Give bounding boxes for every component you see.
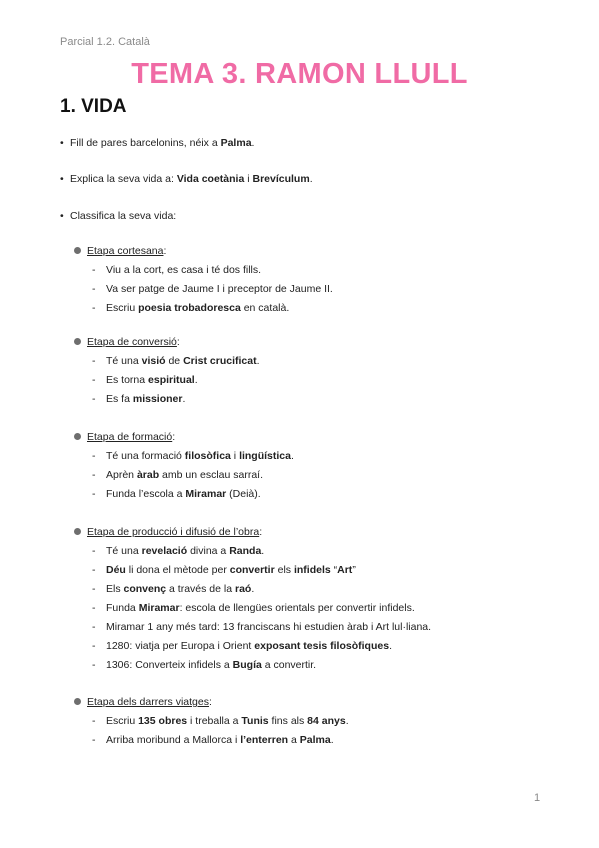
stage-heading — [74, 336, 180, 348]
text-run: i treballa a — [187, 715, 242, 727]
bold-text: revelació — [141, 545, 188, 557]
text-run: 1280: viatja per Europa i Orient — [106, 640, 255, 652]
text-run: Els — [106, 583, 124, 595]
text-run: Viu a la cort, es casa i té dos fills. — [106, 264, 262, 276]
stage-label: Etapa de conversió — [87, 336, 177, 348]
dash-bullet-icon: - — [92, 469, 96, 481]
stage-label-suffix: : — [208, 696, 212, 708]
text-run: ” — [352, 564, 356, 576]
stage-label: Etapa de producció i difusió de l’obra — [87, 526, 260, 538]
text-run: a través de la — [166, 583, 235, 595]
circle-bullet-icon — [74, 338, 81, 345]
bold-text: Vida coetània — [176, 173, 245, 185]
list-item — [92, 469, 263, 481]
dash-bullet-icon: - — [92, 640, 96, 652]
bold-text: l’enterren — [240, 734, 289, 746]
bold-text: 135 obres — [138, 715, 188, 727]
text-run: fins als — [268, 715, 308, 727]
text-run: Miramar 1 any més tard: 13 franciscans hi estudien àrab i Art lul·liana. — [106, 621, 432, 633]
text-run: . — [261, 545, 265, 557]
dash-bullet-icon: - — [92, 545, 96, 557]
text-run: : escola de llengües orientals per convertir infidels. — [179, 602, 415, 614]
bullet-item — [60, 173, 313, 185]
circle-bullet-icon — [74, 698, 81, 705]
bold-text: lingüística — [239, 450, 291, 462]
dash-bullet-icon: - — [92, 602, 96, 614]
stage-label: Etapa dels darrers viatges — [87, 696, 209, 708]
bullet-dot-icon: • — [60, 210, 64, 222]
stage-heading — [74, 245, 166, 257]
bold-text: Tunis — [241, 715, 269, 727]
text-run: . — [194, 374, 198, 386]
text-run: en català. — [240, 302, 290, 314]
bold-text: àrab — [136, 469, 160, 481]
text-run: (Deià). — [226, 488, 261, 500]
text-run: . — [330, 734, 334, 746]
list-item — [92, 621, 431, 633]
bold-text: raó — [235, 583, 252, 595]
dash-bullet-icon: - — [92, 564, 96, 576]
dash-bullet-icon: - — [92, 302, 96, 314]
circle-bullet-icon — [74, 528, 81, 535]
bold-text: Brevículum — [252, 173, 310, 185]
bold-text: convertir — [229, 564, 275, 576]
list-item — [92, 545, 264, 557]
text-run: Va ser patge de Jaume I i preceptor de Jaume II. — [106, 283, 333, 295]
bold-text: visió — [141, 355, 166, 367]
list-item — [92, 715, 349, 727]
bold-text: Randa — [229, 545, 262, 557]
text-run: Té una formació — [106, 450, 185, 462]
stage-label: Etapa cortesana — [87, 245, 164, 257]
dash-bullet-icon: - — [92, 450, 96, 462]
dash-bullet-icon: - — [92, 659, 96, 671]
stage-label: Etapa de formació — [87, 431, 173, 443]
bold-text: Art — [337, 564, 353, 576]
text-run: Escriu — [106, 715, 139, 727]
dash-bullet-icon: - — [92, 488, 96, 500]
text-run: Fill de pares barcelonins, néix a — [70, 137, 221, 149]
page-header: Parcial 1.2. Català — [60, 36, 150, 48]
text-run: Es torna — [106, 374, 149, 386]
page-title: TEMA 3. RAMON LLULL — [131, 58, 468, 90]
bold-text: Miramar — [138, 602, 180, 614]
list-item — [92, 302, 289, 314]
list-item — [92, 488, 261, 500]
bold-text: Miramar — [185, 488, 227, 500]
text-run: Aprèn — [106, 469, 137, 481]
bold-text: Déu — [106, 564, 126, 576]
text-run: els — [274, 564, 294, 576]
bold-text: convenç — [123, 583, 167, 595]
list-item — [92, 393, 185, 405]
text-run: . — [182, 393, 186, 405]
list-item — [92, 640, 392, 652]
bold-text: exposant tesis filosòfiques — [254, 640, 390, 652]
text-run: Té una — [106, 545, 142, 557]
text-run: a — [288, 734, 300, 746]
stage-heading — [74, 696, 212, 708]
stage-label-suffix: : — [172, 431, 176, 443]
text-run: a convertir. — [261, 659, 317, 671]
bold-text: 84 anys — [307, 715, 346, 727]
stage-heading — [74, 431, 175, 443]
dash-bullet-icon: - — [92, 355, 96, 367]
dash-bullet-icon: - — [92, 734, 96, 746]
bold-text: Crist crucificat — [183, 355, 257, 367]
list-item — [92, 734, 334, 746]
text-run: . — [251, 137, 255, 149]
bullet-item — [60, 137, 254, 149]
circle-bullet-icon — [74, 247, 81, 254]
text-run: . — [256, 355, 260, 367]
text-run: i — [244, 173, 253, 185]
stage-label-suffix: : — [176, 336, 180, 348]
bold-text: Palma — [220, 137, 252, 149]
text-run: i — [230, 450, 240, 462]
list-item — [92, 355, 260, 367]
text-run: Arriba moribund a Mallorca i — [106, 734, 241, 746]
text-run: . — [389, 640, 392, 652]
stage-label-suffix: : — [259, 526, 263, 538]
text-run: . — [345, 715, 349, 727]
text-run: divina a — [187, 545, 230, 557]
list-item — [92, 264, 261, 276]
list-item — [92, 583, 254, 595]
section-heading: 1. VIDA — [60, 96, 127, 117]
stage-heading — [74, 526, 262, 538]
text-run: Funda l’escola a — [106, 488, 186, 500]
list-item — [92, 602, 415, 614]
text-run: . — [251, 583, 255, 595]
stage-label-suffix: : — [163, 245, 167, 257]
dash-bullet-icon: - — [92, 621, 96, 633]
bold-text: infidels — [293, 564, 331, 576]
text-run: amb un esclau sarraí. — [159, 469, 264, 481]
bold-text: missioner — [132, 393, 183, 405]
list-item — [92, 564, 356, 576]
list-item — [92, 374, 198, 386]
bullet-item — [60, 210, 176, 222]
dash-bullet-icon: - — [92, 715, 96, 727]
bold-text: filosòfica — [184, 450, 231, 462]
list-item — [92, 450, 294, 462]
text-run: de — [165, 355, 184, 367]
list-item — [92, 659, 316, 671]
list-item — [92, 283, 333, 295]
text-run: Escriu — [106, 302, 139, 314]
dash-bullet-icon: - — [92, 583, 96, 595]
bold-text: Palma — [299, 734, 331, 746]
text-run: Té una — [106, 355, 142, 367]
text-run: Funda — [106, 602, 139, 614]
dash-bullet-icon: - — [92, 283, 96, 295]
bold-text: poesia trobadoresca — [138, 302, 241, 314]
dash-bullet-icon: - — [92, 264, 96, 276]
text-run: . — [309, 173, 313, 185]
text-run: “ — [330, 564, 338, 576]
bullet-dot-icon: • — [60, 137, 64, 149]
dash-bullet-icon: - — [92, 393, 96, 405]
text-run: Explica la seva vida a: — [70, 173, 177, 185]
dash-bullet-icon: - — [92, 374, 96, 386]
circle-bullet-icon — [74, 433, 81, 440]
text-run: li dona el mètode per — [125, 564, 230, 576]
text-run: Classifica la seva vida: — [70, 210, 177, 222]
text-run: Es fa — [106, 393, 133, 405]
text-run: 1306: Converteix infidels a — [106, 659, 233, 671]
bold-text: espiritual — [148, 374, 195, 386]
bullet-dot-icon: • — [60, 173, 64, 185]
page-number: 1 — [534, 792, 541, 804]
bold-text: Bugía — [232, 659, 262, 671]
text-run: . — [291, 450, 294, 462]
